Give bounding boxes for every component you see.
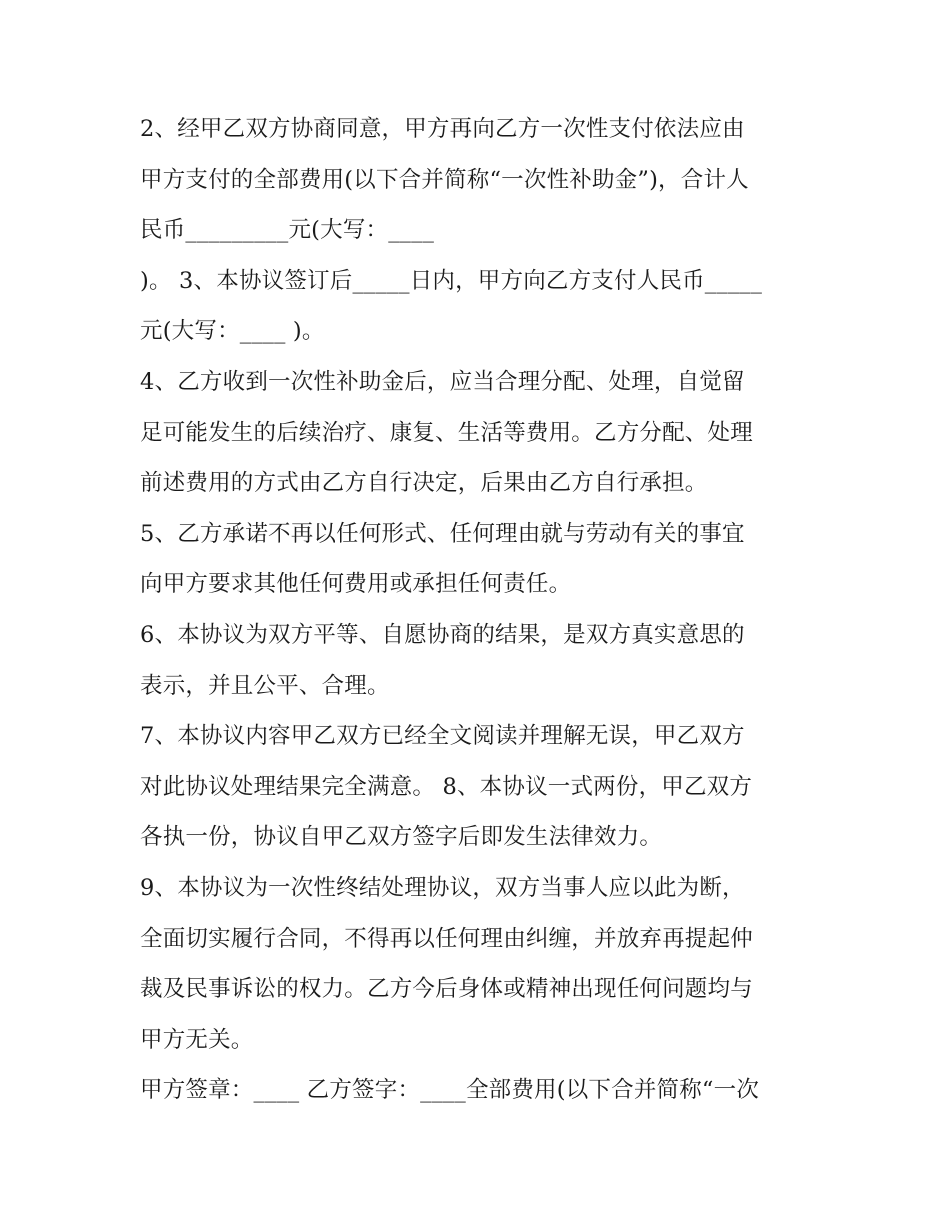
clause-2-line-2: 甲方支付的全部费用(以下合并简称“一次性补助金”)，合计人 bbox=[140, 166, 749, 193]
clause-3-line-1: )。 3、本协议签订后_____日内，甲方向乙方支付人民币_____ bbox=[140, 267, 763, 294]
clause-9-line-2: 全面切实履行合同，不得再以任何理由纠缠，并放弃再提起仲 bbox=[140, 925, 753, 952]
clause-3-line-2: 元(大写：____ )。 bbox=[140, 318, 325, 345]
clause-8-line-2: 各执一份，协议自甲乙双方签字后即发生法律效力。 bbox=[140, 824, 663, 851]
clause-6-line-2: 表示，并且公平、合理。 bbox=[140, 672, 390, 699]
clause-9-line-4: 甲方无关。 bbox=[140, 1026, 254, 1053]
clause-4-line-1: 4、乙方收到一次性补助金后，应当合理分配、处理，自觉留 bbox=[140, 368, 745, 395]
clause-7-8-line: 对此协议处理结果完全满意。 8、本协议一式两份，甲乙双方 bbox=[140, 773, 753, 800]
clause-6-line-1: 6、本协议为双方平等、自愿协商的结果，是双方真实意思的 bbox=[140, 621, 745, 648]
clause-2-line-1: 2、经甲乙双方协商同意，甲方再向乙方一次性支付依法应由 bbox=[140, 116, 745, 142]
clause-9-line-1: 9、本协议为一次性终结处理协议，双方当事人应以此为断， bbox=[140, 874, 745, 901]
clause-5-line-2: 向甲方要求其他任何费用或承担任何责任。 bbox=[140, 571, 572, 598]
document-body bbox=[140, 104, 820, 1116]
clause-7-line-1: 7、本协议内容甲乙双方已经全文阅读并理解无误，甲乙双方 bbox=[140, 723, 745, 750]
clause-2-line-3: 民币_________元(大写：____ bbox=[140, 217, 435, 244]
clause-5-line-1: 5、乙方承诺不再以任何形式、任何理由就与劳动有关的事宜 bbox=[140, 520, 745, 547]
clause-9-line-3: 裁及民事诉讼的权力。乙方今后身体或精神出现任何问题均与 bbox=[140, 976, 753, 1003]
clause-4-line-2: 足可能发生的后续治疗、康复、生活等费用。乙方分配、处理 bbox=[140, 419, 753, 446]
signature-line: 甲方签章：____ 乙方签字：____全部费用(以下合并简称“一次 bbox=[140, 1077, 760, 1104]
clause-4-line-3: 前述费用的方式由乙方自行决定，后果由乙方自行承担。 bbox=[140, 470, 708, 497]
